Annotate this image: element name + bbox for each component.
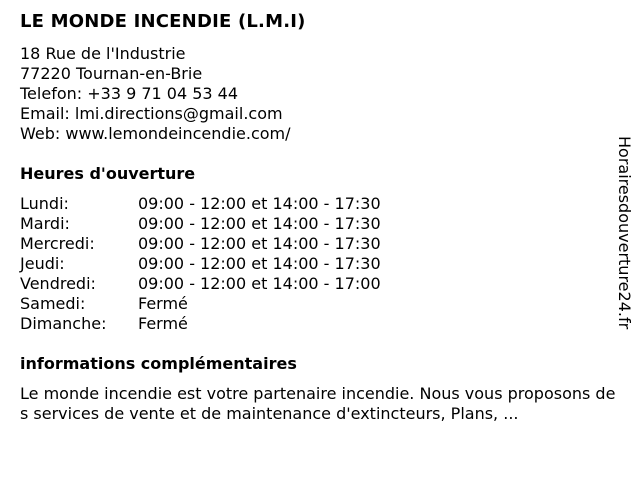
site-watermark: Horairesdouverture24.fr xyxy=(615,136,634,330)
hours-time: Fermé xyxy=(138,294,188,313)
opening-hours-title: Heures d'ouverture xyxy=(20,164,196,183)
additional-info-text: Le monde incendie est votre partenaire incendie. Nous vous proposons des services de vente et de maintenance d'extincteurs, Plans, ... xyxy=(20,384,616,423)
hours-time: 09:00 - 12:00 et 14:00 - 17:30 xyxy=(138,234,381,253)
additional-info-title: informations complémentaires xyxy=(20,354,297,373)
hours-row-mercredi xyxy=(20,234,381,254)
hours-row-lundi xyxy=(20,194,381,214)
hours-day: Mercredi: xyxy=(20,234,95,253)
hours-day: Vendredi: xyxy=(20,274,96,293)
hours-day: Lundi: xyxy=(20,194,69,213)
hours-day: Samedi: xyxy=(20,294,86,313)
address-block xyxy=(20,44,291,144)
hours-day: Jeudi: xyxy=(20,254,65,273)
hours-time: 09:00 - 12:00 et 14:00 - 17:30 xyxy=(138,214,381,233)
business-name: LE MONDE INCENDIE (L.M.I) xyxy=(20,11,306,32)
hours-row-samedi xyxy=(20,294,381,314)
email-address: Email: lmi.directions@gmail.com xyxy=(20,104,283,123)
hours-row-jeudi xyxy=(20,254,381,274)
hours-time: 09:00 - 12:00 et 14:00 - 17:30 xyxy=(138,254,381,273)
website-address: Web: www.lemondeincendie.com/ xyxy=(20,124,291,143)
hours-time: 09:00 - 12:00 et 14:00 - 17:30 xyxy=(138,194,381,213)
address-street: 18 Rue de l'Industrie xyxy=(20,44,186,63)
opening-hours-list xyxy=(20,194,381,334)
hours-day: Mardi: xyxy=(20,214,70,233)
hours-day: Dimanche: xyxy=(20,314,107,333)
hours-time: Fermé xyxy=(138,314,188,333)
address-city: 77220 Tournan-en-Brie xyxy=(20,64,203,83)
hours-row-vendredi xyxy=(20,274,381,294)
hours-time: 09:00 - 12:00 et 14:00 - 17:00 xyxy=(138,274,381,293)
hours-row-mardi xyxy=(20,214,381,234)
phone-number: Telefon: +33 9 71 04 53 44 xyxy=(20,84,239,103)
hours-row-dimanche xyxy=(20,314,381,334)
